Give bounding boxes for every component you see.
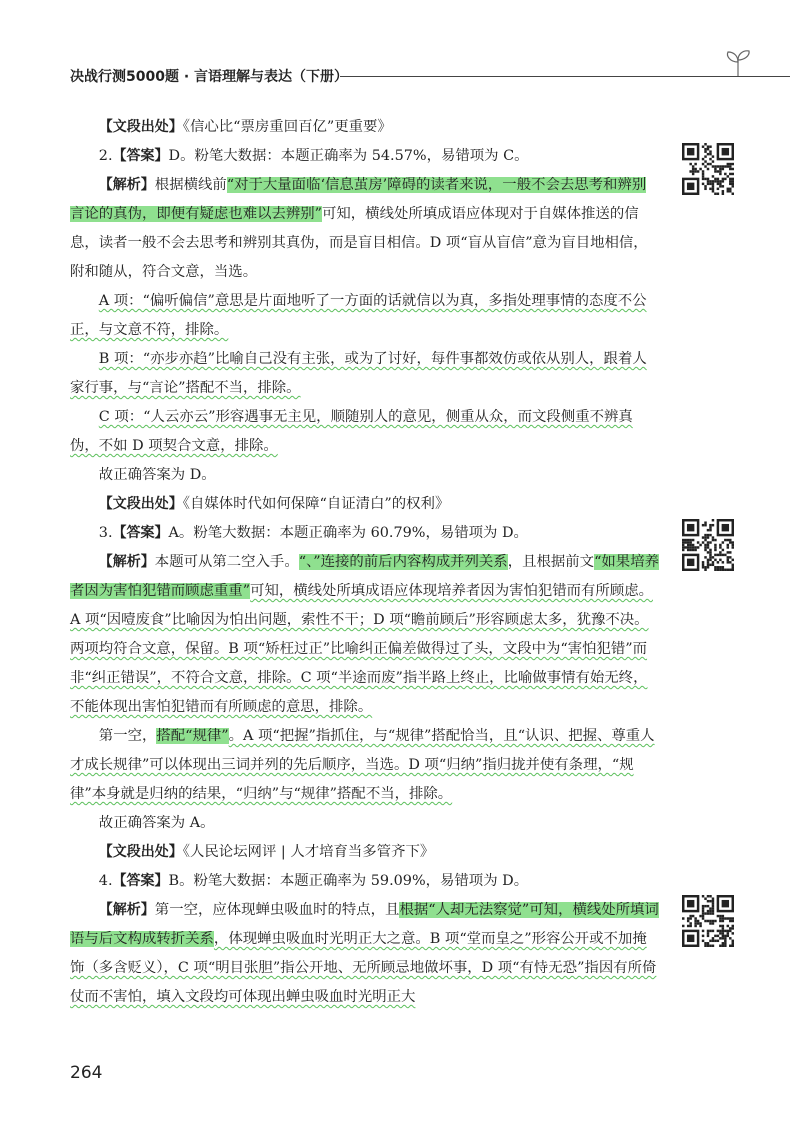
source-line: 【文段出处】《信心比“票房重回百亿”更重要》 xyxy=(98,119,392,135)
conclusion-q2: 故正确答案为 D。 xyxy=(98,467,216,483)
analysis-q2: 【解析】根据横线前“对于大量面临‘信息茧房’障碍的读者来说，一般不会去思考和辨别言论的真伪，即便有疑虑也难以去辨别”可知，横线处所填成语应体现对于自媒体推送的信息，读者一般不会去思考和辨别其真伪，而是盲目相信。D 项“盲从盲信”意为盲目地相信，附和随从，符合文意，当选。 xyxy=(70,177,648,280)
answer-line-q2: 2.【答案】D。粉笔大数据：本题正确率为 54.57%，易错项为 C。 xyxy=(98,148,529,164)
highlight: “如果培养者因为害怕犯错而顾虑重重” xyxy=(70,554,659,599)
option-c-analysis: C 项：“人云亦云”形容遇事无主见，顺随别人的意见，侧重从众，而文段侧重不辨真伪，不如 D 项契合文意，排除。 xyxy=(70,409,633,454)
page-header xyxy=(70,62,745,92)
source-line: 【文段出处】《自媒体时代如何保障“自证清白”的权利》 xyxy=(98,496,450,512)
answer-line-q3: 3.【答案】A。粉笔大数据：本题正确率为 60.79%，易错项为 D。 xyxy=(98,525,528,541)
answer-line-q4: 4.【答案】B。粉笔大数据：本题正确率为 59.09%，易错项为 D。 xyxy=(98,873,529,889)
highlight: “对于大量面临‘信息茧房’障碍的读者来说，一般不会去思考和辨别言论的真伪，即便有疑虑也难以去辨别” xyxy=(70,177,647,222)
explanation-content xyxy=(70,113,660,1012)
qr-code-q4[interactable] xyxy=(682,895,734,947)
conclusion-q3: 故正确答案为 A。 xyxy=(98,815,215,831)
source-line: 【文段出处】《人民论坛网评 | 人才培育当多管齐下》 xyxy=(98,844,435,860)
highlight: 根据“人却无法察觉”可知，横线处所填词语与后文构成转折关系 xyxy=(70,902,659,947)
option-b-analysis: B 项：“亦步亦趋”比喻自己没有主张，或为了讨好，每件事都效仿或依从别人，跟着人家行事，与“言论”搭配不当，排除。 xyxy=(70,351,647,396)
qr-code-q3[interactable] xyxy=(682,519,734,571)
analysis-q3: 【解析】本题可从第二空入手。“、”连接的前后内容构成并列关系，且根据前文“如果培养者因为害怕犯错而顾虑重重”可知，横线处所填成语应体现培养者因为害怕犯错而有所顾虑。A 项“因噎废食”比喻因为怕出问题，索性不干；D 项“瞻前顾后”形容顾虑太多，犹豫不决。两项均符合文意，保留。B 项“矫枉过正”比喻纠正偏差做得过了头，文段中为“害怕犯错”而非“纠正错误”，不符合文意，排除。C 项“半途而废”指半路上终止，比喻做事情有始无终，不能体现出害怕犯错而有所顾虑的意思，排除。 xyxy=(70,554,659,715)
option-a-analysis: A 项：“偏听偏信”意思是片面地听了一方面的话就信以为真，多指处理事情的态度不公正，与文意不符，排除。 xyxy=(70,293,647,338)
highlight: “、”连接的前后内容构成并列关系 xyxy=(298,554,508,570)
qr-code-q2[interactable] xyxy=(682,143,734,195)
analysis-q4: 【解析】第一空，应体现蝉虫吸血时的特点，且根据“人却无法察觉”可知，横线处所填词语与后文构成转折关系，体现蝉虫吸血时光明正大之意。B 项“堂而皇之”形容公开或不加掩饰（多含贬义），C 项“明目张胆”指公开地、无所顾忌地做坏事，D 项“有恃无恐”指因有所倚仗而不害怕，填入文段均可体现出蝉虫吸血时光明正大 xyxy=(70,902,659,1005)
book-title: 决战行测5000题 · 言语理解与表达（下册） xyxy=(70,69,349,85)
highlight: 搭配“规律” xyxy=(156,728,229,744)
page-number: 264 xyxy=(70,1063,103,1083)
sprout-icon xyxy=(718,48,758,78)
analysis-q3-blank1: 第一空，搭配“规律”。A 项“把握”指抓住，与“规律”搭配恰当，且“认识、把握、尊重人才成长规律”可以体现出三词并列的先后顺序，当选。D 项“归纳”指归拢并使有条理，“规律”本身就是归纳的结果，“归纳”与“规律”搭配不当，排除。 xyxy=(70,728,655,802)
